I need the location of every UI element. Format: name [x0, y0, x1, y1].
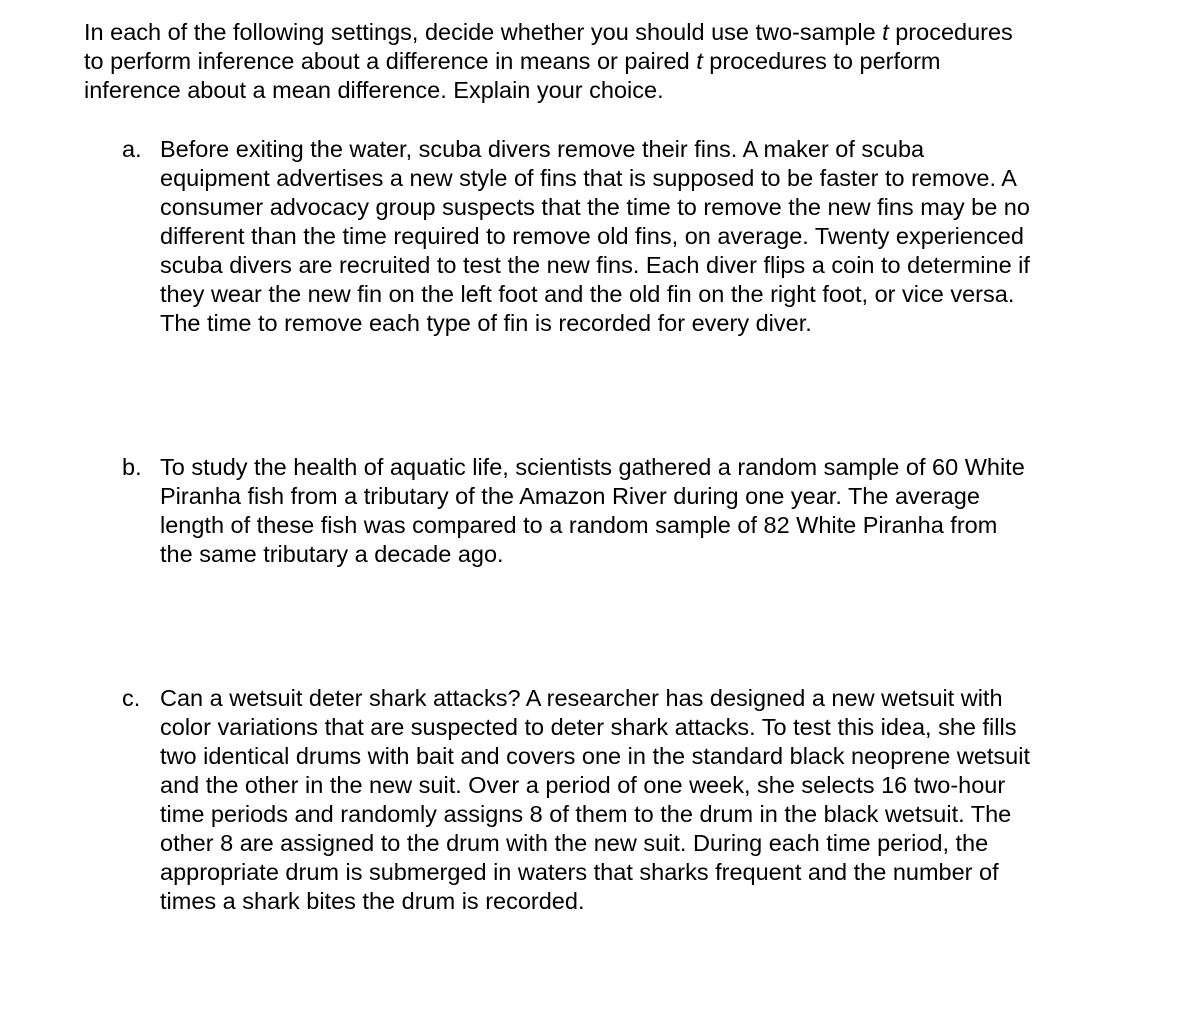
item-label: b. [122, 454, 142, 480]
text-line: two identical drums with bait and covers one in the standard black neoprene wetsuit [160, 743, 1030, 769]
text-line: time periods and randomly assigns 8 of them to the drum in the black wetsuit. The [160, 801, 1012, 827]
text-line: To study the health of aquatic life, scientists gathered a random sample of 60 White [160, 454, 1025, 480]
text-line: times a shark bites the drum is recorded. [160, 888, 585, 914]
text-line: equipment advertises a new style of fins that is supposed to be faster to remove. A [160, 165, 1017, 191]
text-line: scuba divers are recruited to test the new fins. Each diver flips a coin to determine if [160, 252, 1030, 278]
item-label: a. [122, 136, 142, 162]
text-line: other 8 are assigned to the drum with the new suit. During each time period, the [160, 830, 989, 856]
text-line: color variations that are suspected to deter shark attacks. To test this idea, she fills [160, 714, 1017, 740]
text-line: Can a wetsuit deter shark attacks? A researcher has designed a new wetsuit with [160, 685, 1003, 711]
instructions-line: inference about a mean difference. Explain your choice. [84, 77, 664, 103]
text-line: The time to remove each type of fin is recorded for every diver. [160, 310, 812, 336]
item-text [160, 684, 1120, 916]
text-line: length of these fish was compared to a random sample of 82 White Piranha from [160, 512, 998, 538]
text-line: Before exiting the water, scuba divers remove their fins. A maker of scuba [160, 136, 925, 162]
text-line: consumer advocacy group suspects that the time to remove the new fins may be no [160, 194, 1030, 220]
instructions-paragraph [84, 18, 1124, 105]
item-text [160, 453, 1120, 569]
instructions-line: In each of the following settings, decide whether you should use two-sample t procedures [84, 19, 1013, 45]
text-line: they wear the new fin on the left foot and the old fin on the right foot, or vice versa. [160, 281, 1015, 307]
text-line: and the other in the new suit. Over a period of one week, she selects 16 two-hour [160, 772, 1006, 798]
text-line: appropriate drum is submerged in waters that sharks frequent and the number of [160, 859, 999, 885]
text-line: Piranha fish from a tributary of the Amazon River during one year. The average [160, 483, 980, 509]
item-label: c. [122, 685, 141, 711]
item-text [160, 135, 1120, 338]
instructions-line: to perform inference about a difference in means or paired t procedures to perform [84, 48, 941, 74]
text-line: different than the time required to remove old fins, on average. Twenty experienced [160, 223, 1024, 249]
text-line: the same tributary a decade ago. [160, 541, 504, 567]
